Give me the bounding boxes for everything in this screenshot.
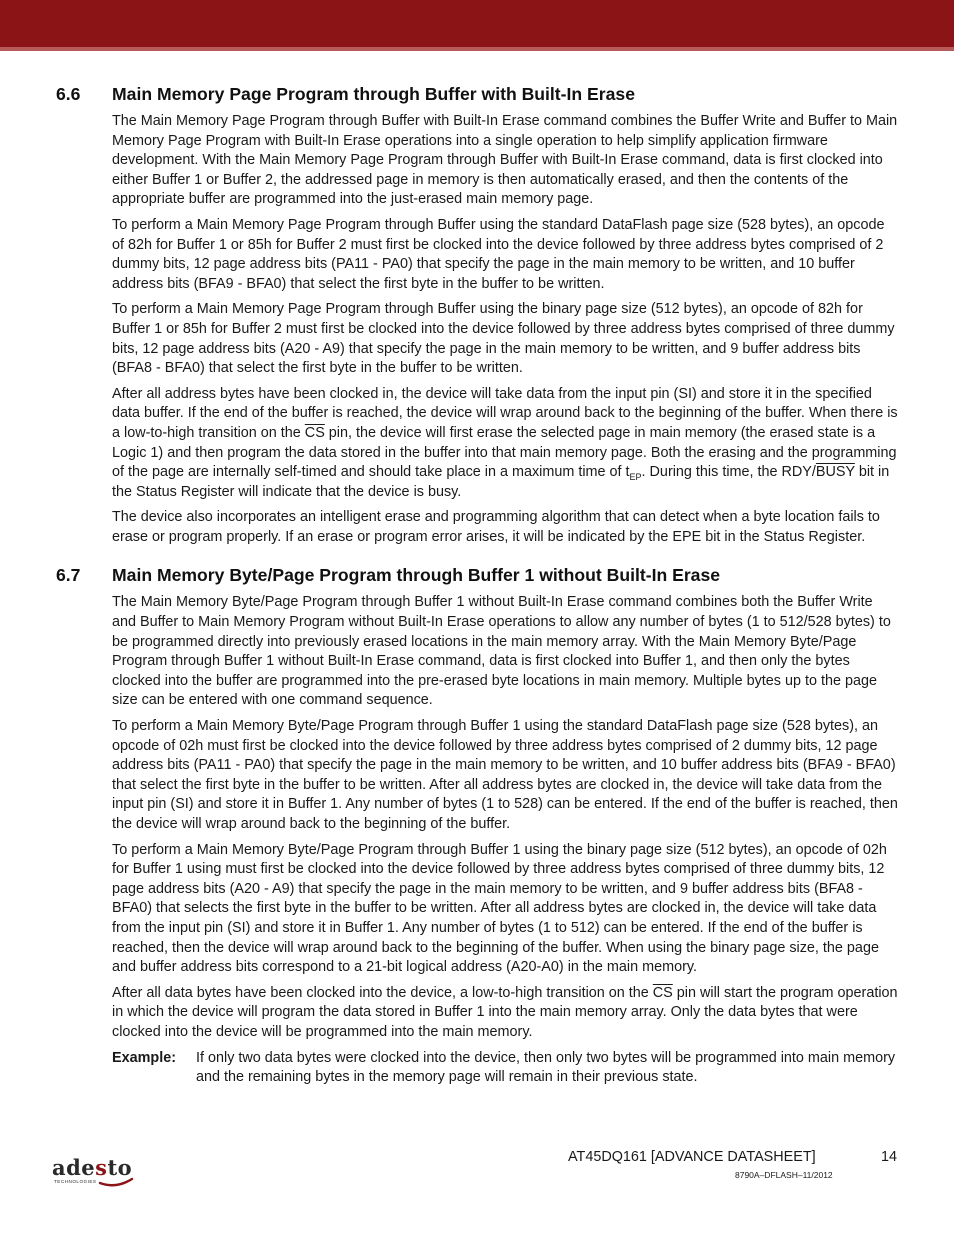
cs-signal: $\overline{CS}$ [652,984,673,1001]
paragraph [112,385,898,503]
section-number: 6.7 [56,565,81,586]
paragraph [112,984,898,1043]
paragraph: To perform a Main Memory Byte/Page Program through Buffer 1 using the binary page size (512 bytes), an opcode of 02h for Buffer 1 using must first be clocked into the device followed by three address bytes comprised of three dummy bits, 12 page address bits (A20 - A9) that specify the page in the main memory to be written, and 9 buffer address bits (BFA8 - BFA0) that selects the first byte in the buffer to be written. After all address bytes are clocked in, the device will take data from the input pin (SI) and store it in Buffer 1. Any number of bytes (1 to 512) can be entered. If the end of the buffer is reached, then the device will wrap around back to the beginning of the buffer. When using the binary page size, the page and buffer address bits correspond to a 21-bit logical address (A20-A0) in the main memory. [112,841,887,976]
paragraph: The Main Memory Page Program through Buffer with Built-In Erase command combines the Buffer Write and Buffer to Main Memory Page Program with Built-In Erase operations into a single operation to help simplify application firmware development. With the Main Memory Page Program through Buffer with Built-In Erase command, data is first clocked into either Buffer 1 or Buffer 2, the addressed page in memory is then automatically erased, and then the contents of the appropriate buffer are programmed into the just-erased main memory page. [112,113,898,208]
section-6-6-heading [56,82,898,106]
text-run: pin, the device will first erase the selected page in main memory (the erased state is a Logic 1) and then program the data stored in the buffer into that main memory page. Both the erasing and the programming of the page are internally self-timed and should take place in a maximum time of t [112,424,897,481]
page-number: 14 [881,1149,898,1165]
paragraph: To perform a Main Memory Page Program through Buffer using the standard DataFlash page size (528 bytes), an opcode of 82h for Buffer 1 or 85h for Buffer 2 must first be clocked into the device followed by three address bytes comprised of 2 dummy bits, 12 page address bits (PA11 - PA0) that specify the page in the main memory to be written, and 10 buffer address bits (BFA9 - BFA0) that select the first byte in the buffer to be written. [112,216,885,292]
paragraph: The device also incorporates an intelligent erase and programming algorithm that can detect when a byte location fails to erase or program properly. If an erase or program error arises, it will be indicated by the EPE bit in the Status Register. [112,509,880,545]
adesto-logo [52,1155,142,1191]
section-title: Main Memory Byte/Page Program through Buffer 1 without Built-In Erase [112,565,721,586]
example-text: If only two data bytes were clocked into the device, then only two bytes will be programmed into main memory and the remaining bytes in the memory page will remain in their previous state. [196,1049,896,1086]
header-rule [0,47,954,51]
text-run: . During this time, the RDY/ [641,464,816,481]
document-title: AT45DQ161 [ADVANCE DATASHEET] [568,1149,816,1165]
section-6-7-heading [56,563,898,587]
subscript-ep: EP [629,471,642,482]
paragraph: To perform a Main Memory Byte/Page Program through Buffer 1 using the standard DataFlash page size (528 bytes), an opcode of 02h must first be clocked into the device followed by three address bytes comprised of 2 dummy bits, 12 page address bits (PA11 - PA0) that specify the page in the main memory to be written, and 10 buffer address bits (BFA9 - BFA0) that select the first byte in the buffer to be written. After all address bytes are clocked in, the device will take data from the input pin (SI) and store it in Buffer 1. Any number of bytes (1 to 528) can be entered. If the end of the buffer is reached, then the device will wrap around back to the beginning of the buffer. [112,718,898,832]
paragraph: To perform a Main Memory Page Program through Buffer using the binary page size (512 bytes), an opcode of 82h for Buffer 1 or 85h for Buffer 2 must first be clocked into the device followed by three address bytes comprised of three dummy bits, 12 page address bits (A20 - A9) that specify the page in the main memory to be written, and 9 buffer address bits (BFA8 - BFA0) that select the first byte in the buffer to be written. [112,301,895,377]
logo-subtitle: TECHNOLOGIES [54,1179,97,1184]
logo-wordmark: adesto [52,1155,133,1180]
example-label: Example: [112,1049,176,1066]
text-run: bit in the Status Register will indicate that the device is busy. [112,464,890,500]
cs-signal: $\overline{CS}$ [304,424,325,441]
example-note [112,1049,898,1088]
text-run: After all address bytes have been clocked in, the device will take data from the input pin (SI) and store it in the specified data buffer. If the end of the buffer is reached, the device will wrap around back to the beginning of the buffer. When there is a low-to-high transition on the [112,385,898,441]
section-title: Main Memory Page Program through Buffer with Built-In Erase [112,84,635,104]
section-number: 6.6 [56,84,81,104]
text-run: pin will start the program operation in which the device will program the data stored in Buffer 1 into the main memory array. Only the data bytes that were clocked into the device will be programmed into the main memory. [112,984,898,1040]
busy-signal: BUSY [815,464,855,481]
paragraph: The Main Memory Byte/Page Program through Buffer 1 without Built-In Erase command combines both the Buffer Write and Buffer to Main Memory Program without Built-In Erase operations to allow any number of bytes (1 to 512/528 bytes) to be programmed directly into previously erased locations in the main memory array. With the Main Memory Byte/Page Program through Buffer 1 without Built-In Erase command, data is first clocked into Buffer 1, and then only the bytes clocked into the buffer are programmed into the pre-erased byte locations in main memory. Multiple bytes up to the page size can be entered with one command sequence. [112,594,891,709]
header-bar [0,0,954,47]
text-run: After all data bytes have been clocked into the device, a low-to-high transition on the [112,984,653,1001]
document-number: 8790A–DFLASH–11/2012 [735,1170,833,1180]
logo-swoosh-icon [98,1175,134,1187]
page-content [56,82,898,1088]
